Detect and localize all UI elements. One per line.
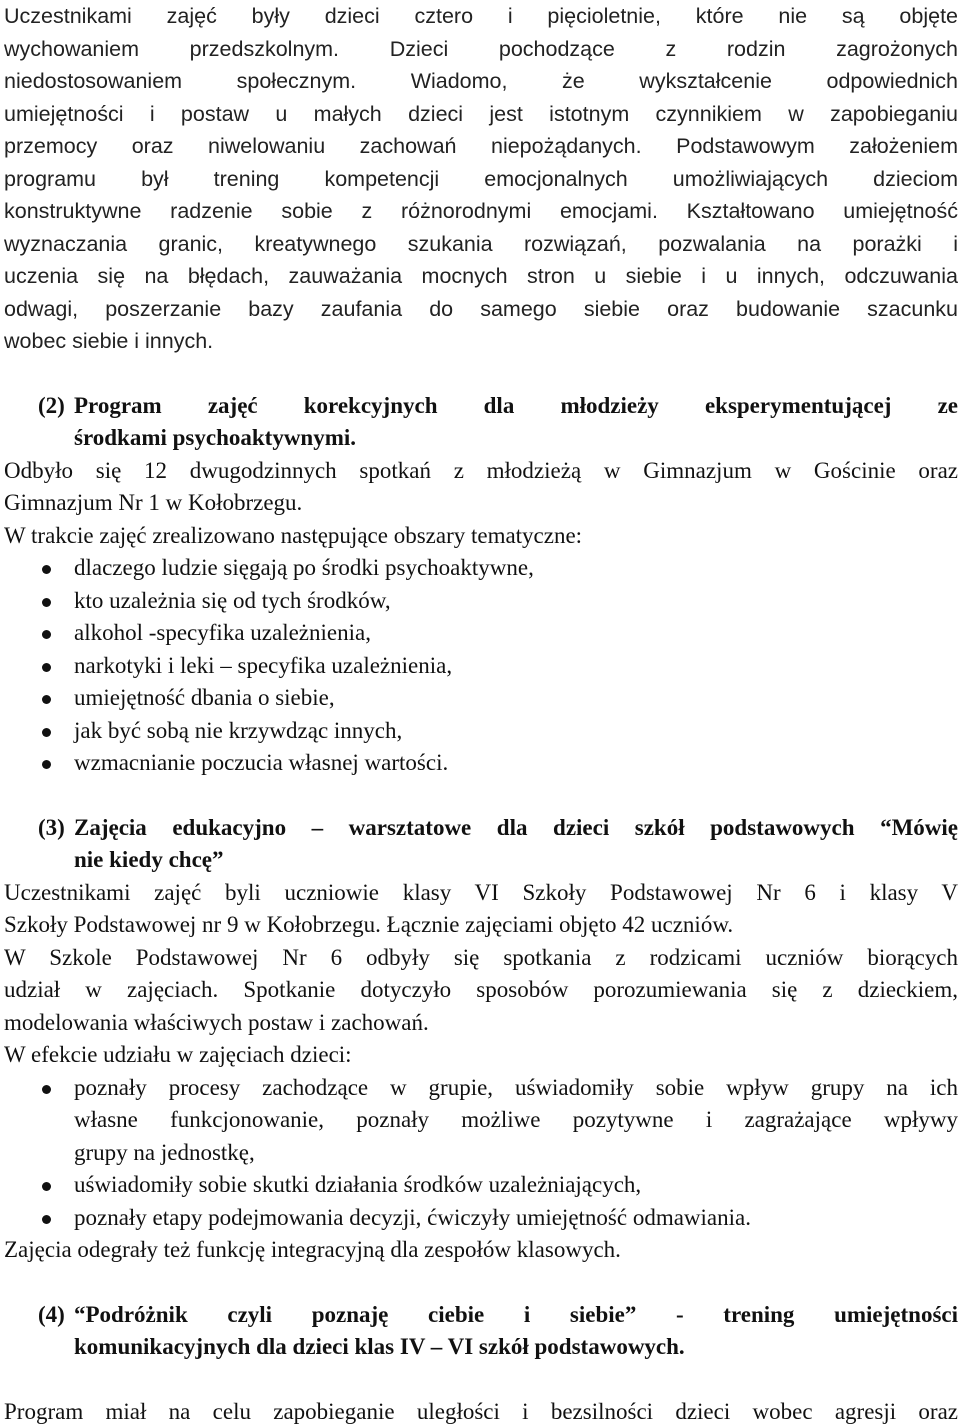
text-line: Program miał na celu zapobieganie uległości i bezsilności dzieci wobec agresji oraz [4,1396,958,1428]
list-item: kto uzależnia się od tych środków, [4,585,958,618]
section-number: (4) [38,1299,65,1332]
text-line: W trakcie zajęć zrealizowano następujące obszary tematyczne: [4,520,958,553]
document-page [4,0,958,1428]
text-line: Gimnazjum Nr 1 w Kołobrzegu. [4,487,958,520]
heading-line: Program zajęć korekcyjnych dla młodzieży eksperymentującej ze [74,390,958,423]
text-line: Szkoły Podstawowej nr 9 w Kołobrzegu. Łącznie zajęciami objęto 42 uczniów. [4,909,958,942]
section-2-paragraph [4,455,958,553]
list-item: dlaczego ludzie sięgają po środki psychoaktywne, [4,552,958,585]
section-3-paragraph [4,877,958,1072]
heading-line: komunikacyjnych dla dzieci klas IV – VI szkół podstawowych. [74,1331,958,1364]
text-line: Odbyło się 12 dwugodzinnych spotkań z młodzieżą w Gimnazjum w Gościnie oraz [4,455,958,488]
list-item: wzmacnianie poczucia własnej wartości. [4,747,958,780]
list-item [4,1202,958,1235]
list-item-line: poznały procesy zachodzące w grupie, uświadomiły sobie wpływ grupy na ich [74,1072,958,1105]
heading-line: “Podróżnik czyli poznaję ciebie i siebie” - trening umiejętności [74,1299,958,1332]
heading-line: Zajęcia edukacyjno – warsztatowe dla dzieci szkół podstawowych “Mówię [74,812,958,845]
section-4-paragraph [4,1396,958,1428]
list-item-line: poznały etapy podejmowania decyzji, ćwiczyły umiejętność odmawiania. [74,1202,958,1235]
text-line: W efekcie udziału w zajęciach dzieci: [4,1039,958,1072]
text-line: wobec siebie i innych. [4,325,958,358]
text-line: Zajęcia odegrały też funkcję integracyjną dla zespołów klasowych. [4,1234,958,1267]
text-line: umiejętności i postaw u małych dzieci jest istotnym czynnikiem w zapobieganiu [4,98,958,131]
section-2-topic-list [4,552,958,780]
list-item: umiejętność dbania o siebie, [4,682,958,715]
text-line: wyznaczania granic, kreatywnego szukania rozwiązań, pozwalania na porażki i [4,228,958,261]
heading-line: środkami psychoaktywnymi. [74,422,958,455]
section-4-heading [4,1299,958,1364]
list-item-line: grupy na jednostkę, [74,1137,958,1170]
section-3-outcome-list [4,1072,958,1235]
text-line: modelowania właściwych postaw i zachowań. [4,1007,958,1040]
text-line: konstruktywne radzenie sobie z różnorodnymi emocjami. Kształtowano umiejętność [4,195,958,228]
text-line: niedostosowaniem społecznym. Wiadomo, że wykształcenie odpowiednich [4,65,958,98]
list-item-line: własne funkcjonowanie, poznały możliwe pozytywne i zagrażające wpływy [74,1104,958,1137]
list-item: jak być sobą nie krzywdząc innych, [4,715,958,748]
section-number: (2) [38,390,65,423]
intro-paragraph [4,0,958,358]
section-3-heading [4,812,958,877]
list-item: narkotyki i leki – specyfika uzależnienia, [4,650,958,683]
text-line: odwagi, poszerzanie bazy zaufania do samego siebie oraz budowanie szacunku [4,293,958,326]
text-line: uczenia się na błędach, zauważania mocnych stron u siebie i u innych, odczuwania [4,260,958,293]
section-number: (3) [38,812,65,845]
list-item [4,1169,958,1202]
section-3-closing [4,1234,958,1267]
text-line: Uczestnikami zajęć były dzieci cztero i pięcioletnie, które nie są objęte [4,0,958,33]
list-item-line: uświadomiły sobie skutki działania środków uzależniających, [74,1169,958,1202]
heading-line: nie kiedy chcę” [74,844,958,877]
text-line: udział w zajęciach. Spotkanie dotyczyło sposobów porozumiewania się z dzieckiem, [4,974,958,1007]
list-item [4,1072,958,1170]
text-line: W Szkole Podstawowej Nr 6 odbyły się spotkania z rodzicami uczniów biorących [4,942,958,975]
text-line: przemocy oraz niwelowaniu zachowań niepożądanych. Podstawowym założeniem [4,130,958,163]
section-2-heading [4,390,958,455]
text-line: programu był trening kompetencji emocjonalnych umożliwiających dzieciom [4,163,958,196]
text-line: wychowaniem przedszkolnym. Dzieci pochodzące z rodzin zagrożonych [4,33,958,66]
list-item: alkohol -specyfika uzależnienia, [4,617,958,650]
text-line: Uczestnikami zajęć byli uczniowie klasy VI Szkoły Podstawowej Nr 6 i klasy V [4,877,958,910]
